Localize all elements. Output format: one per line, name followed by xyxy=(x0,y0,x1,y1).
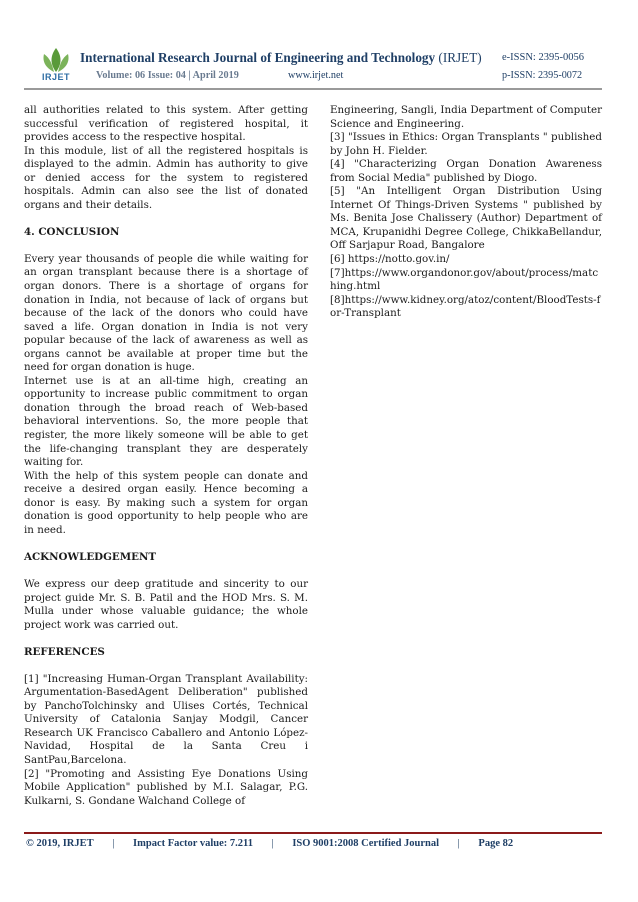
website-link[interactable]: www.irjet.net xyxy=(288,70,344,81)
paragraph: Every year thousands of people die while waiting for an organ transplant because there is a shortage of organ donors. There is a shortage of organs for donation in India, not because of lack of organs but because of the lack of the donors who could have saved a life. Organ donation in India is not very popular because of the lack of awareness as well as organs cannot be available at proper time but the need for organ donation is huge. xyxy=(24,252,308,374)
left-column xyxy=(24,104,308,808)
footer-iso: ISO 9001:2008 Certified Journal xyxy=(292,838,440,849)
reference-link[interactable]: [7]https://www.organdonor.gov/about/process/matching.html xyxy=(330,266,599,293)
reference-item: [1] "Increasing Human-Organ Transplant Availability: Argumentation-BasedAgent Deliberation" published by PanchoTolchinsky and Ulises Cortés, Technical University of Catalonia Sanjay Modgil, Cancer Research UK Francisco Caballero and Antonio López- Navidad, Hospital de la Santa Creu i SantPau,Barcelona. xyxy=(24,672,308,766)
paragraph: all authorities related to this system. After getting successful verification of registered hospital, it provides access to the respective hospital. xyxy=(24,104,308,144)
footer-page-number: Page 82 xyxy=(478,838,514,849)
paragraph: We express our deep gratitude and sincerity to our project guide Mr. S. B. Patil and the HOD Mrs. S. M. Mulla under whose valuable guidance; the whole project work was carried out. xyxy=(24,577,308,631)
footer-impact-factor: Impact Factor value: 7.211 xyxy=(133,838,253,849)
header-divider xyxy=(24,88,602,90)
footer-separator: | xyxy=(112,838,115,849)
reference-link[interactable]: [6] https://notto.gov.in/ xyxy=(330,253,450,266)
reference-item: [2] "Promoting and Assisting Eye Donations Using Mobile Application" published by M.I. Salagar, P.G. Kulkarni, S. Gondane Walchand College of xyxy=(24,767,308,807)
footer-divider xyxy=(24,832,602,834)
journal-title-text: International Research Journal of Engineering and Technology xyxy=(80,50,436,65)
journal-title xyxy=(80,50,482,66)
eissn: e-ISSN: 2395-0056 xyxy=(502,52,584,63)
volume-issue: Volume: 06 Issue: 04 | April 2019 xyxy=(96,70,239,81)
journal-abbr: (IRJET) xyxy=(438,50,482,65)
footer-copyright: © 2019, IRJET xyxy=(26,838,94,849)
reference-item: [5] "An Intelligent Organ Distribution Using Internet Of Things-Driven Systems " published by Ms. Benita Jose Chalissery (Author) Department of MCA, Krupanidhi Degree College, ChikkaBellandur, Off Sarjapur Road, Bangalore xyxy=(330,185,602,252)
section-heading-references: REFERENCES xyxy=(24,645,105,658)
paragraph: Internet use is at an all-time high, creating an opportunity to increase public commitment to organ donation through the broad reach of Web-based behavioral interventions. So, the more people that register, the more likely someone will be able to get the life-changing transplant they are desperately waiting for. xyxy=(24,374,308,469)
reference-item: [4] "Characterizing Organ Donation Awareness from Social Media" published by Diogo. xyxy=(330,158,602,184)
right-column xyxy=(330,104,602,321)
paragraph: In this module, list of all the registered hospitals is displayed to the admin. Admin has authority to give or denied access for the system to registered hospitals. Admin can also see the list of donated organs and their details. xyxy=(24,144,308,211)
page-header xyxy=(0,0,638,96)
footer-separator: | xyxy=(457,838,460,849)
pissn: p-ISSN: 2395-0072 xyxy=(502,70,583,81)
reference-link[interactable]: [8]https://www.kidney.org/atoz/content/BloodTests-for-Transplant xyxy=(330,293,601,320)
section-heading-conclusion: 4. CONCLUSION xyxy=(24,225,120,238)
reference-item: [3] "Issues in Ethics: Organ Transplants " published by John H. Fielder. xyxy=(330,131,602,157)
section-heading-acknowledgement: ACKNOWLEDGEMENT xyxy=(24,550,157,563)
page-footer xyxy=(26,838,513,849)
footer-separator: | xyxy=(271,838,274,849)
reference-item: Engineering, Sangli, India Department of Computer Science and Engineering. xyxy=(330,104,602,130)
logo-text: IRJET xyxy=(41,72,70,82)
paragraph: With the help of this system people can donate and receive a desired organ easily. Hence becoming a donor is easy. By making such a system for organ donation is good opportunity to help people who are in need. xyxy=(24,469,308,536)
